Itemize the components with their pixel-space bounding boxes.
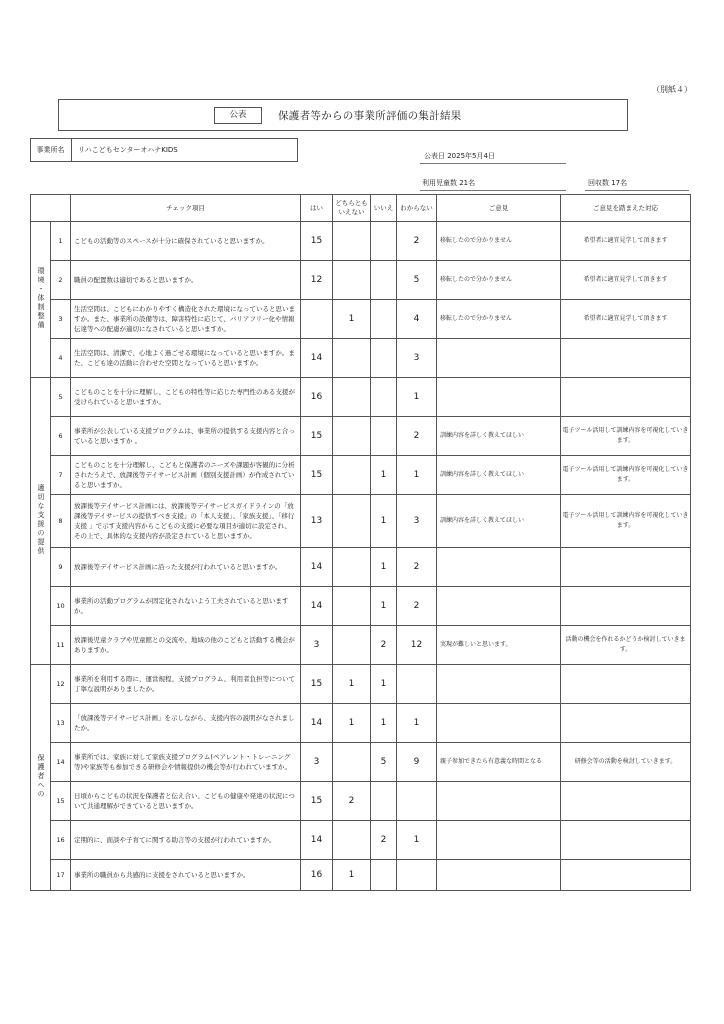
question-text: 事業所の活動プログラムが固定化されないよう工夫されていると思いますか。: [71, 587, 301, 626]
no-count: 1: [371, 704, 397, 743]
unknown-count: 1: [397, 378, 437, 417]
table-row: [31, 626, 691, 665]
item-number: 12: [51, 665, 71, 704]
col-neither: どちらともいえない: [333, 195, 371, 222]
no-count: [371, 222, 397, 261]
no-count: 1: [371, 587, 397, 626]
header-blank: [31, 195, 71, 222]
yes-count: 3: [301, 626, 333, 665]
category-cell: [31, 222, 51, 378]
unknown-count: [397, 782, 437, 821]
question-text: 職員の配置数は適切であると思いますか。: [71, 261, 301, 300]
question-text: こどもの活動等のスペースが十分に確保されていると思いますか。: [71, 222, 301, 261]
opinion-text: 訓練内容を詳しく教えてほしい: [437, 417, 561, 456]
question-text: 事業所が公表している支援プログラムは、事業所の提供する支援内容と合っていると思いますか 。: [71, 417, 301, 456]
opinion-text: [437, 548, 561, 587]
neither-count: [333, 456, 371, 495]
response-text: 電子ツール活用して訓練内容を可視化していきます。: [561, 495, 691, 548]
category-label: 保護者への: [37, 753, 45, 799]
response-text: [561, 378, 691, 417]
neither-count: [333, 626, 371, 665]
neither-count: [333, 587, 371, 626]
response-text: [561, 860, 691, 891]
response-text: [561, 821, 691, 860]
survey-table: [30, 194, 691, 891]
no-count: [371, 860, 397, 891]
publication-date: 公表日 2025年5月4日: [424, 152, 495, 160]
opinion-text: 実現が難しいと思います。: [437, 626, 561, 665]
unknown-count: 1: [397, 456, 437, 495]
table-row: [31, 548, 691, 587]
table-row: [31, 782, 691, 821]
table-row: [31, 587, 691, 626]
unknown-count: 9: [397, 743, 437, 782]
no-count: 2: [371, 821, 397, 860]
attachment-label: （別紙４）: [652, 85, 692, 94]
question-text: こどものことを十分理解し、こどもと保護者のニーズや課題が客観的に分析されたうえで、放課後等デイサービス計画（個別支援計画）が作成されていると思いますか。: [71, 456, 301, 495]
office-name: リハこどもセンターオハナKIDS: [78, 146, 178, 154]
item-number: 4: [51, 339, 71, 378]
unknown-count: 4: [397, 300, 437, 339]
table-row: [31, 743, 691, 782]
table-row: [31, 222, 691, 261]
page-title: 保護者等からの事業所評価の集計結果: [278, 110, 462, 122]
opinion-text: 親子参加できたら有意義な時間となる: [437, 743, 561, 782]
no-count: 5: [371, 743, 397, 782]
category-cell: [31, 665, 51, 891]
question-text: 生活空間は、こどもにわかりやすく構造化された環境になっていると思いますか。また、事業所の設備等は、障害特性に応じて、バリアフリー化や情報伝達等への配慮が適切になされていると思いますか。: [71, 300, 301, 339]
no-count: [371, 300, 397, 339]
divider: [585, 190, 689, 191]
yes-count: 12: [301, 261, 333, 300]
table-row: [31, 300, 691, 339]
unknown-count: 3: [397, 495, 437, 548]
response-text: 希望者に適宜見学して頂きます: [561, 300, 691, 339]
response-text: [561, 587, 691, 626]
table-row: [31, 704, 691, 743]
user-count: 利用児童数 21名: [422, 179, 476, 187]
table-row: [31, 417, 691, 456]
yes-count: 15: [301, 456, 333, 495]
response-text: [561, 782, 691, 821]
neither-count: [333, 222, 371, 261]
response-text: 希望者に適宜見学して頂きます: [561, 261, 691, 300]
col-check-item: チェック項目: [71, 195, 301, 222]
neither-count: [333, 548, 371, 587]
table-row: [31, 456, 691, 495]
question-text: 事業所では、家族に対して家族支援プログラム(ペアレント・トレーニング等)や家族等も参加できる研修会や情報提供の機会等が行われていますか。: [71, 743, 301, 782]
item-number: 3: [51, 300, 71, 339]
neither-count: 1: [333, 704, 371, 743]
opinion-text: [437, 587, 561, 626]
yes-count: 15: [301, 222, 333, 261]
unknown-count: 2: [397, 587, 437, 626]
item-number: 10: [51, 587, 71, 626]
item-number: 7: [51, 456, 71, 495]
neither-count: [333, 495, 371, 548]
unknown-count: 2: [397, 417, 437, 456]
neither-count: [333, 821, 371, 860]
neither-count: 1: [333, 860, 371, 891]
opinion-text: 訓練内容を詳しく教えてほしい: [437, 495, 561, 548]
question-text: 事業所を利用する際に、運営規程、支援プログラム、利用者負担等について丁寧な説明がありましたか。: [71, 665, 301, 704]
response-text: [561, 665, 691, 704]
unknown-count: 2: [397, 548, 437, 587]
no-count: [371, 339, 397, 378]
divider: [420, 163, 566, 164]
opinion-text: 移転したので分かりません: [437, 261, 561, 300]
no-count: 1: [371, 665, 397, 704]
neither-count: [333, 261, 371, 300]
yes-count: 3: [301, 743, 333, 782]
question-text: 放課後等デイサービス計画には、放課後等デイサービスガイドラインの「放課後等デイサービスの提供すべき支援」の「本人支援」、「家族支援」、「移行支援 」で示す支援内容からこどもの支援に必要な項目が適切に設定され、その上で、具体的な支援内容が設定されていると思いますか。: [71, 495, 301, 548]
yes-count: [301, 300, 333, 339]
yes-count: 13: [301, 495, 333, 548]
item-number: 14: [51, 743, 71, 782]
response-text: 活動の機会を作れるかどうか検討していきます。: [561, 626, 691, 665]
unknown-count: 5: [397, 261, 437, 300]
item-number: 6: [51, 417, 71, 456]
response-text: 電子ツール活用して訓練内容を可視化していきます。: [561, 417, 691, 456]
opinion-text: [437, 704, 561, 743]
question-text: 日頃からこどもの状況を保護者と伝え合い、こどもの健康や発達の状況について共通理解ができていると思いますか。: [71, 782, 301, 821]
opinion-text: [437, 821, 561, 860]
col-yes: はい: [301, 195, 333, 222]
table-row: [31, 665, 691, 704]
no-count: [371, 782, 397, 821]
table-row: [31, 261, 691, 300]
neither-count: [333, 378, 371, 417]
neither-count: [333, 417, 371, 456]
table-row: [31, 495, 691, 548]
opinion-text: [437, 860, 561, 891]
opinion-text: 訓練内容を詳しく教えてほしい: [437, 456, 561, 495]
table-row: [31, 378, 691, 417]
response-text: 研修会等の活動を検討していきます。: [561, 743, 691, 782]
question-text: こどものことを十分に理解し、こどもの特性等に応じた専門性のある支援が受けられていると思いますか。: [71, 378, 301, 417]
table-header-row: [31, 195, 691, 222]
item-number: 8: [51, 495, 71, 548]
neither-count: [333, 743, 371, 782]
unknown-count: 12: [397, 626, 437, 665]
item-number: 13: [51, 704, 71, 743]
no-count: [371, 261, 397, 300]
question-text: 放課後等デイサービス計画に沿った支援が行われていると思いますか。: [71, 548, 301, 587]
yes-count: 14: [301, 821, 333, 860]
item-number: 5: [51, 378, 71, 417]
neither-count: 1: [333, 300, 371, 339]
yes-count: 15: [301, 417, 333, 456]
unknown-count: 1: [397, 704, 437, 743]
unknown-count: [397, 860, 437, 891]
unknown-count: 2: [397, 222, 437, 261]
col-no: いいえ: [371, 195, 397, 222]
public-badge: 公表: [214, 107, 262, 124]
no-count: [371, 417, 397, 456]
yes-count: 14: [301, 339, 333, 378]
col-response: ご意見を踏まえた対応: [561, 195, 691, 222]
response-text: [561, 704, 691, 743]
no-count: 1: [371, 456, 397, 495]
opinion-text: [437, 665, 561, 704]
yes-count: 14: [301, 704, 333, 743]
table-row: [31, 821, 691, 860]
item-number: 2: [51, 261, 71, 300]
unknown-count: 3: [397, 339, 437, 378]
office-label: 事業所名: [30, 138, 72, 162]
neither-count: [333, 339, 371, 378]
opinion-text: 移転したので分かりません: [437, 222, 561, 261]
item-number: 17: [51, 860, 71, 891]
category-label: 適切な支援の提供: [37, 483, 45, 556]
no-count: 1: [371, 495, 397, 548]
opinion-text: [437, 339, 561, 378]
opinion-text: [437, 378, 561, 417]
response-text: [561, 548, 691, 587]
item-number: 9: [51, 548, 71, 587]
yes-count: 16: [301, 378, 333, 417]
no-count: [371, 378, 397, 417]
no-count: 1: [371, 548, 397, 587]
yes-count: 15: [301, 782, 333, 821]
yes-count: 15: [301, 665, 333, 704]
response-text: [561, 339, 691, 378]
unknown-count: 1: [397, 821, 437, 860]
category-label: 環境・体制整備: [37, 266, 45, 330]
table-row: [31, 860, 691, 891]
question-text: 事業所の職員から共感的に支援をされていると思いますか。: [71, 860, 301, 891]
col-unknown: わからない: [397, 195, 437, 222]
item-number: 11: [51, 626, 71, 665]
answer-count: 回収数 17名: [588, 179, 628, 187]
question-text: 「放課後等デイサービス計画」を示しながら、支援内容の説明がなされましたか。: [71, 704, 301, 743]
response-text: 電子ツール活用して訓練内容を可視化していきます。: [561, 456, 691, 495]
neither-count: 1: [333, 665, 371, 704]
item-number: 15: [51, 782, 71, 821]
response-text: 希望者に適宜見学して頂きます: [561, 222, 691, 261]
yes-count: 16: [301, 860, 333, 891]
opinion-text: 移転したので分かりません: [437, 300, 561, 339]
opinion-text: [437, 782, 561, 821]
item-number: 16: [51, 821, 71, 860]
question-text: 放課後児童クラブや児童館との交流や、地域の他のこどもと活動する機会がありますか。: [71, 626, 301, 665]
category-cell: [31, 378, 51, 665]
unknown-count: [397, 665, 437, 704]
neither-count: 2: [333, 782, 371, 821]
col-opinion: ご意見: [437, 195, 561, 222]
question-text: 生活空間は、清潔で、心地よく過ごせる環境になっていると思いますか。また、こども達の活動に合わせた空間となっていると思いますか。: [71, 339, 301, 378]
table-row: [31, 339, 691, 378]
divider: [420, 190, 566, 191]
yes-count: 14: [301, 548, 333, 587]
yes-count: 14: [301, 587, 333, 626]
question-text: 定期的に、面談や子育てに関する助言等の支援が行われていますか。: [71, 821, 301, 860]
item-number: 1: [51, 222, 71, 261]
no-count: 2: [371, 626, 397, 665]
